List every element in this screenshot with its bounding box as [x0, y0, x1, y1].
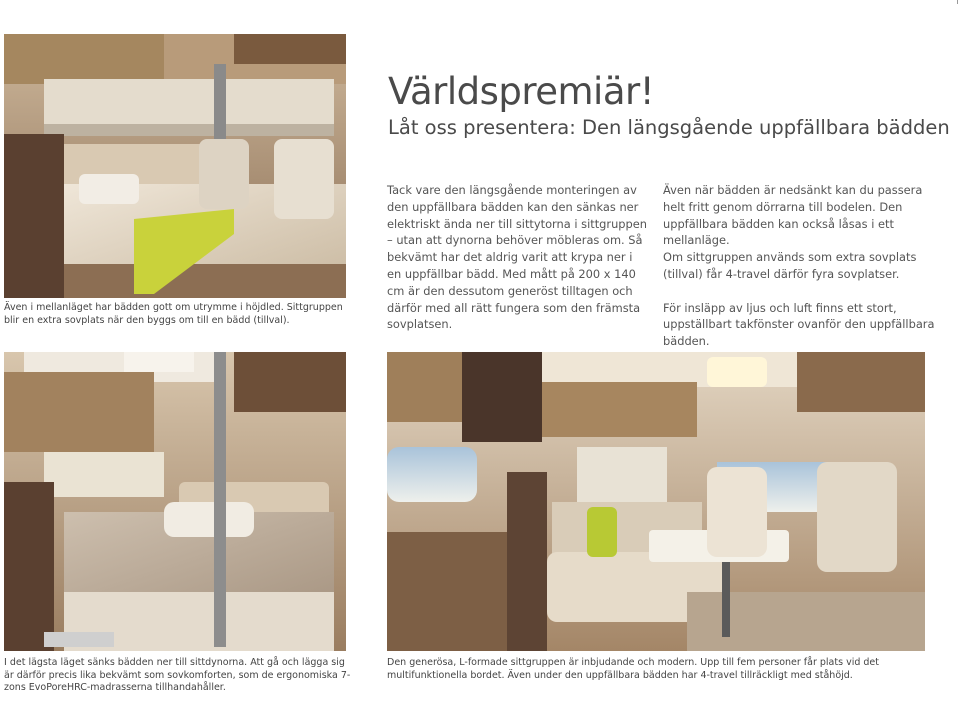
caption-top-photo: Även i mellanläget har bädden gott om utrymme i höjdled. Sittgruppen blir en extra sovplats när den byggs om till en bädd (tillval).	[4, 302, 343, 326]
body-column-1	[387, 182, 649, 333]
body-paragraph: Om sittgruppen används som extra sovplats (tillval) får 4-travel därför fyra sovplatser.	[663, 250, 917, 281]
page-title: Världspremiär!	[388, 70, 655, 113]
body-paragraph: Även när bädden är nedsänkt kan du passera helt fritt genom dörrarna till bodelen. Den uppfällbara bädden kan också låsas i ett mellanläge.	[663, 183, 923, 248]
caption-bottom-left-photo: I det lägsta läget sänks bädden ner till sittdynorna. Att gå och lägga sig är därför precis lika bekvämt som sovkomforten, som de ergonomiska 7-zons EvoPoreHRC-madrasserna tillhandahåller.	[4, 657, 351, 693]
body-paragraph: Tack vare den längsgående monteringen av den uppfällbara bädden kan den sänkas ner elektriskt ända ner till sittytorna i sittgruppen – utan att dynorna behöver möbleras om. Så bekvämt har det aldrig varit att krypa ner i en uppfällbar bädd. Med mått på 200 x 140 cm är den dessutom generöst tilltagen och därför med all rätt fungera som den främsta sovplatsen.	[387, 183, 647, 332]
body-column-2	[663, 182, 935, 350]
caption-bottom-right-photo: Den generösa, L-formade sittgruppen är inbjudande och modern. Upp till fem personer får plats vid det multifunktionella bordet. Även under den uppfällbara bädden har 4-travel tillräckligt med ståhöjd.	[387, 657, 879, 681]
photo-l-shaped-seating	[387, 352, 925, 651]
page-subtitle: Låt oss presentera: Den längsgående uppfällbara bädden	[388, 116, 950, 139]
crop-mark	[957, 0, 958, 4]
body-paragraph: För insläpp av ljus och luft finns ett stort, uppställbart takfönster ovanför den uppfällbara bädden.	[663, 300, 935, 349]
photo-bed-lowest-position	[4, 352, 346, 651]
photo-bed-middle-position	[4, 34, 346, 298]
